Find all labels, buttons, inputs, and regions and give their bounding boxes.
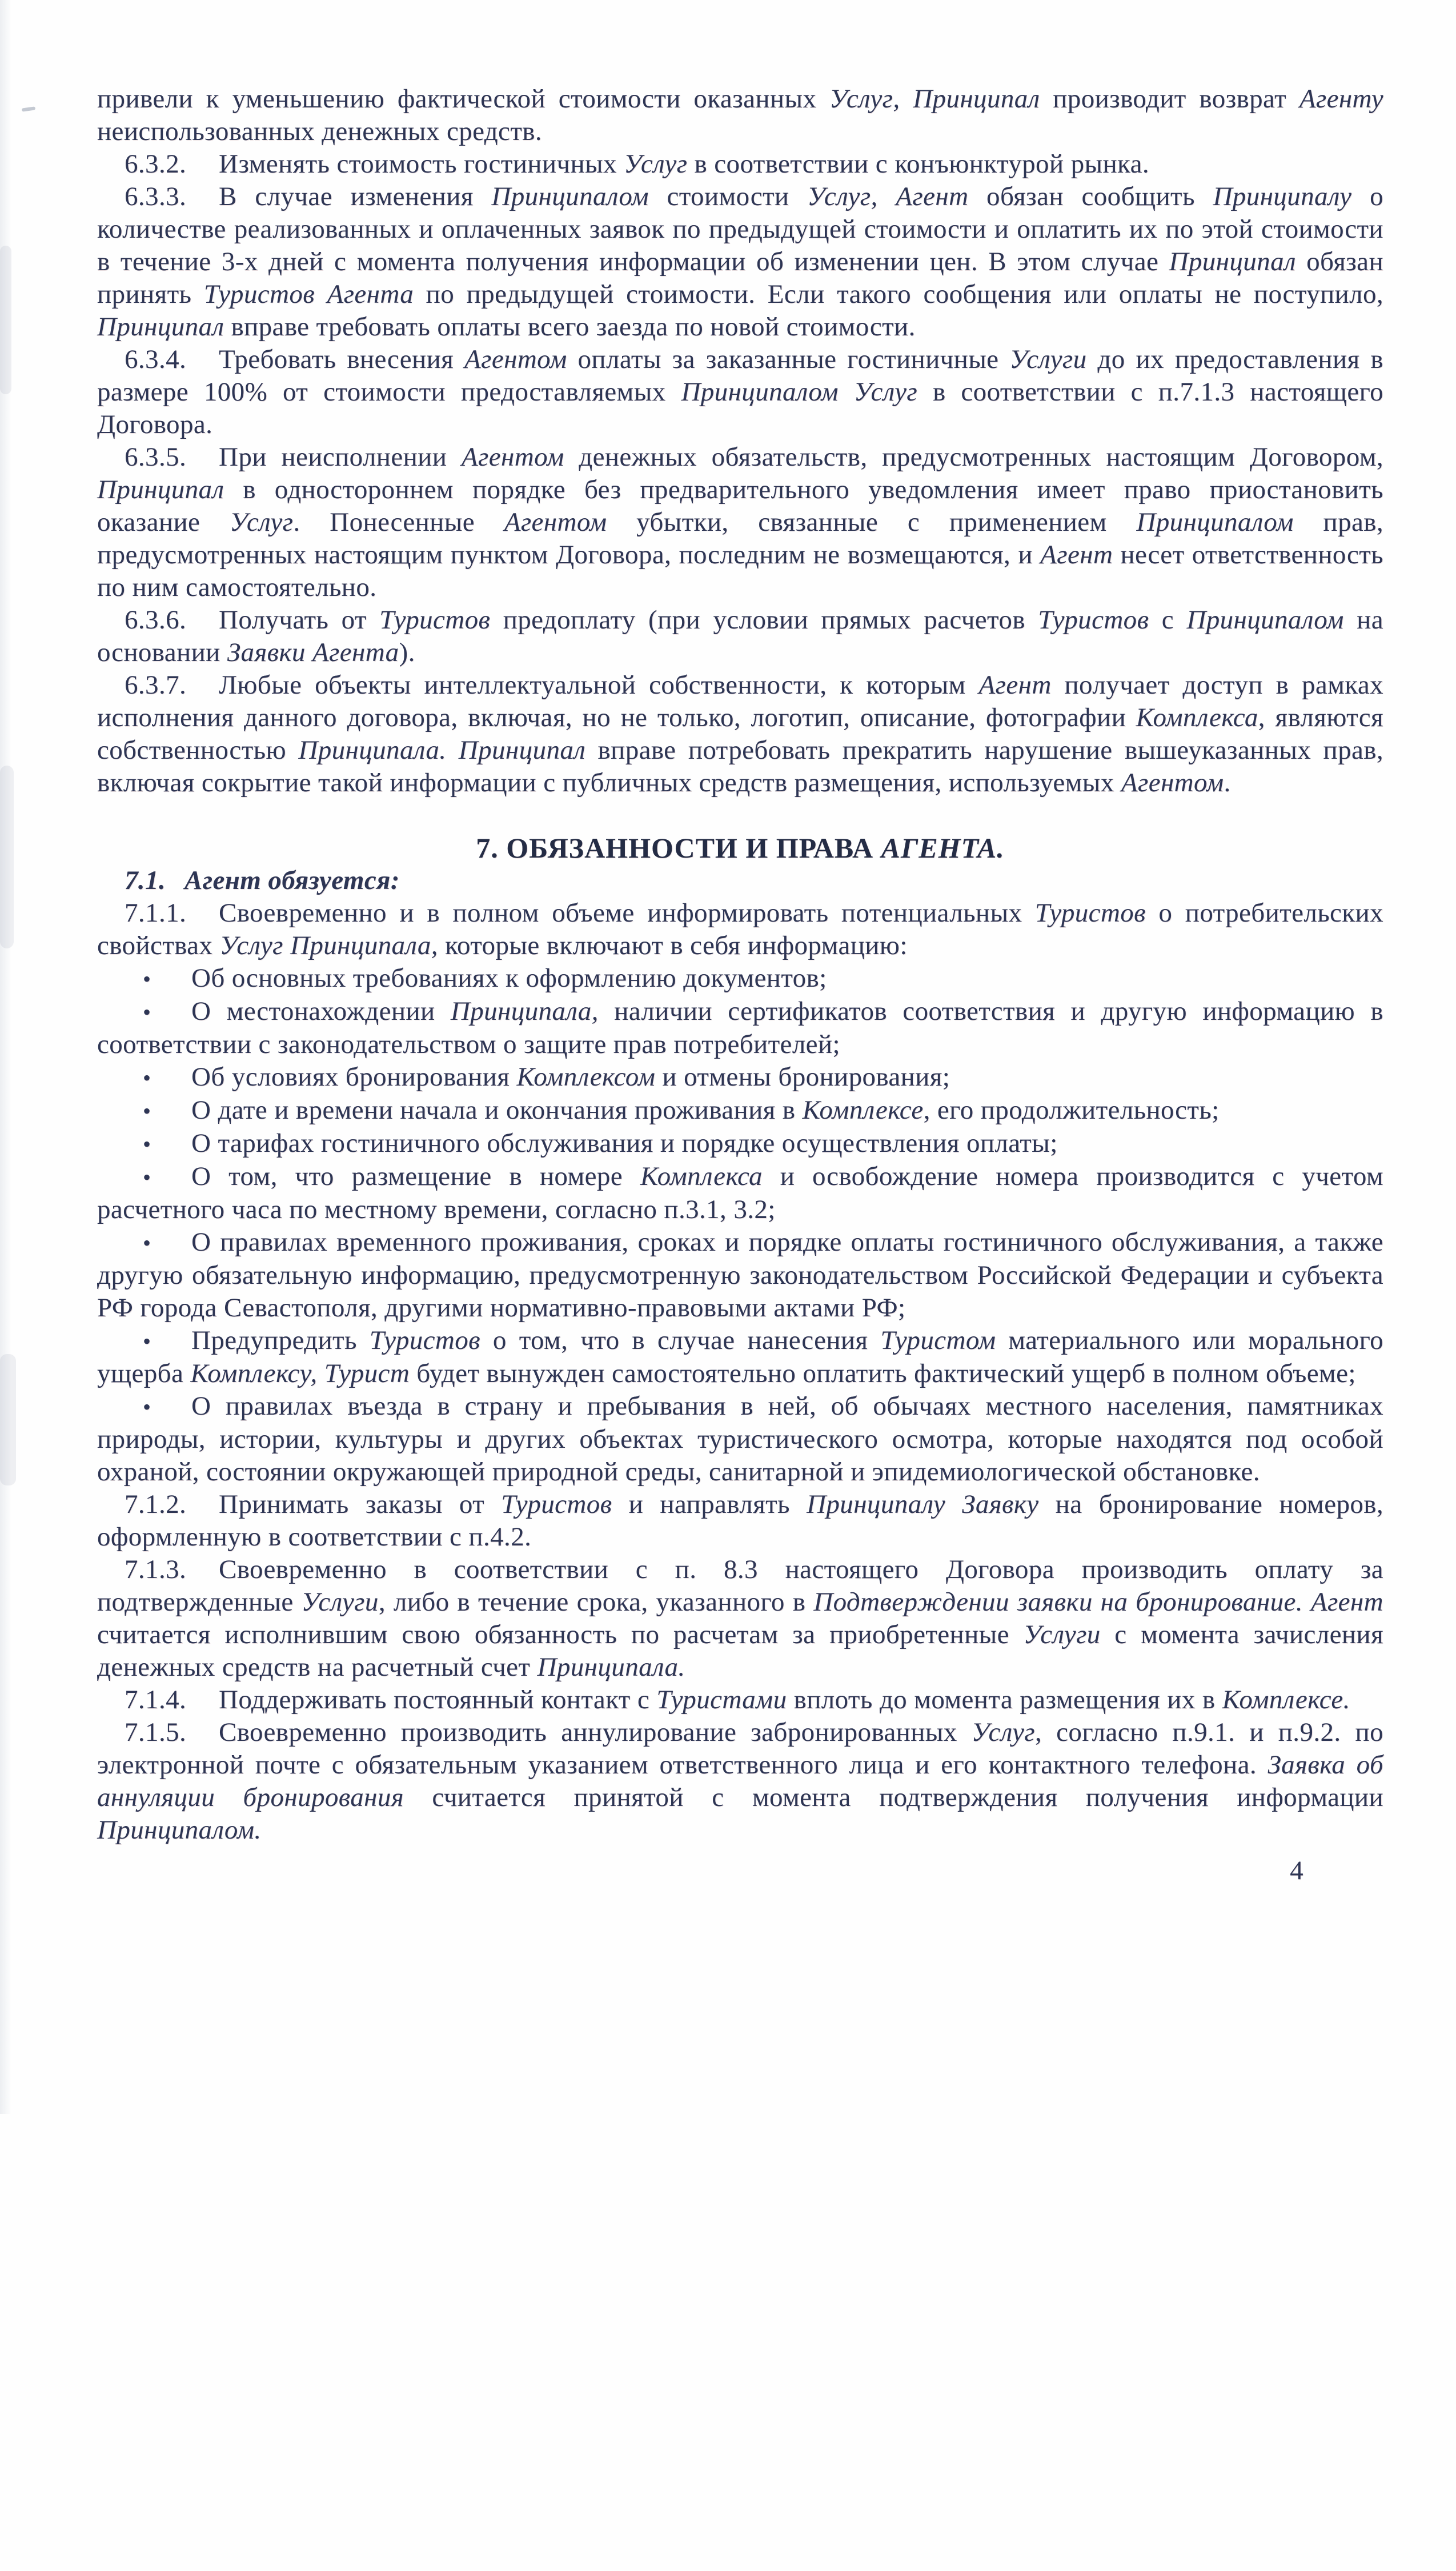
bullet-item xyxy=(97,1226,1383,1324)
clause-number: 6.3.3. xyxy=(125,182,187,211)
clause-text: При неисполнении Агентом денежных обязательств, предусмотренных настоящим Договором, Принципал в одностороннем порядке без предварительного уведомления имеет право приостановить оказание Услуг. Понесенные Агентом убытки, связанные с применением Принципалом прав, предусмотренных настоящим пунктом Договора, последним не возмещаются, и Агент несет ответственность по ним самостоятельно. xyxy=(97,442,1384,602)
bullet-item xyxy=(97,1061,1383,1094)
page-number: 4 xyxy=(1290,1856,1303,1885)
clause-text: Требовать внесения Агентом оплаты за заказанные гостиничные Услуги до их предоставления в размере 100% от стоимости предоставляемых Принципалом Услуг в соответствии с п.7.1.3 настоящего Договора. xyxy=(97,345,1383,439)
bullet-icon: • xyxy=(143,966,151,992)
clause-7-1-2 xyxy=(97,1488,1383,1553)
clause-text: Любые объекты интеллектуальной собственности, к которым Агент получает доступ в рамках исполнения данного договора, включая, но не только, логотип, описание, фотографии Комплекса, являются собственностью Принципала. Принципал вправе потребовать прекратить нарушение вышеуказанных прав, включая сокрытие такой информации с публичных средств размещения, используемых Агентом. xyxy=(97,670,1383,798)
clause-6-3-3 xyxy=(97,181,1383,343)
bullet-text: О дате и времени начала и окончания проживания в Комплексе, его продолжительность; xyxy=(191,1095,1220,1125)
bullet-item xyxy=(97,1324,1383,1390)
scan-smudge xyxy=(22,106,36,111)
clause-number: 7.1.1. xyxy=(125,898,187,928)
clause-7-1-3 xyxy=(97,1553,1383,1684)
clause-text: Поддерживать постоянный контакт с Туристами вплоть до момента размещения их в Комплексе. xyxy=(219,1685,1350,1715)
clause-7-1-5 xyxy=(97,1716,1383,1847)
bullet-text: Об условиях бронирования Комплексом и отмены бронирования; xyxy=(191,1062,950,1092)
clause-text: Принимать заказы от Туристов и направлять Принципалу Заявку на бронирование номеров, оформленную в соответствии с п.4.2. xyxy=(97,1489,1383,1552)
clause-7-1-4 xyxy=(97,1684,1383,1716)
bullet-icon: • xyxy=(143,1230,151,1256)
clause-number: 6.3.7. xyxy=(125,670,187,700)
clause-6-3-4 xyxy=(97,343,1383,441)
bullet-text: О правилах въезда в страну и пребывания в ней, об обычаях местного населения, памятниках природы, истории, культуры и других объектах туристического осмотра, которые находятся под особой охраной, состоянии окружающей природной среды, санитарной и эпидемиологической обстановке. xyxy=(97,1391,1383,1487)
clause-text: Агент обязуется: xyxy=(184,866,400,895)
paragraph-continuation: привели к уменьшению фактической стоимости оказанных Услуг, Принципал производит возврат Агенту неиспользованных денежных средств. xyxy=(97,84,1383,146)
clause-number: 7.1. xyxy=(125,866,166,895)
clause-number: 7.1.3. xyxy=(125,1555,187,1584)
clause-number: 6.3.5. xyxy=(125,442,187,472)
bullet-text: О том, что размещение в номере Комплекса и освобождение номера производится с учетом расчетного часа по местному времени, согласно п.3.1, 3.2; xyxy=(97,1162,1383,1224)
bullet-text: Предупредить Туристов о том, что в случае нанесения Туристом материального или морального ущерба Комплексу, Турист будет вынужден самостоятельно оплатить фактический ущерб в полном объеме; xyxy=(97,1325,1383,1388)
bullet-text: Об основных требованиях к оформлению документов; xyxy=(191,963,827,993)
clause-text: Получать от Туристов предоплату (при условии прямых расчетов Туристов с Принципалом на основании Заявки Агента). xyxy=(97,605,1383,667)
clause-number: 6.3.4. xyxy=(125,345,187,374)
clause-number: 7.1.4. xyxy=(125,1685,187,1715)
clause-number: 6.3.6. xyxy=(125,605,187,635)
scan-smudge xyxy=(0,1354,16,1485)
clause-text: Своевременно в соответствии с п. 8.3 настоящего Договора производить оплату за подтвержденные Услуги, либо в течение срока, указанного в Подтверждении заявки на бронирование. Агент считается исполнившим свою обязанность по расчетам за приобретенные Услуги с момента зачисления денежных средств на расчетный счет Принципала. xyxy=(97,1555,1383,1682)
clause-number: 6.3.2. xyxy=(125,149,187,179)
document-body xyxy=(97,83,1383,1887)
clause-number: 7.1.5. xyxy=(125,1717,187,1747)
bullet-text: О правилах временного проживания, сроках и порядке оплаты гостиничного обслуживания, а также другую обязательную информацию, предусмотренную законодательством Российской Федерации и субъекта РФ города Севастополя, другими нормативно-правовыми актами РФ; xyxy=(97,1227,1383,1323)
clause-7-1 xyxy=(97,864,1383,897)
clause-text: Своевременно производить аннулирование забронированных Услуг, согласно п.9.1. и п.9.2. по электронной почте с обязательным указанием ответственного лица и его контактного телефона. Заявка об аннуляции бронирования считается принятой с момента подтверждения получения информации Принципалом. xyxy=(97,1717,1384,1845)
bullet-icon: • xyxy=(143,1164,151,1190)
bullet-icon: • xyxy=(143,1065,151,1091)
clause-6-3-7 xyxy=(97,669,1383,799)
bullet-icon: • xyxy=(143,1098,151,1124)
scan-smudge xyxy=(0,766,14,948)
clause-number: 7.1.2. xyxy=(125,1489,187,1519)
bullet-icon: • xyxy=(143,999,151,1025)
bullet-icon: • xyxy=(143,1394,151,1420)
clause-6-3-5 xyxy=(97,441,1383,604)
clause-6-3-6 xyxy=(97,604,1383,669)
clause-text: Своевременно и в полном объеме информировать потенциальных Туристов о потребительских свойствах Услуг Принципала, которые включают в себя информацию: xyxy=(97,898,1383,960)
clause-6-3-2 xyxy=(97,148,1383,181)
bullet-item xyxy=(97,1390,1383,1488)
bullet-item xyxy=(97,1160,1383,1226)
bullet-icon: • xyxy=(143,1328,151,1354)
section-7-heading: 7. ОБЯЗАННОСТИ И ПРАВА АГЕНТА. xyxy=(476,832,1005,864)
bullet-icon: • xyxy=(143,1131,151,1157)
clause-text: В случае изменения Принципалом стоимости Услуг, Агент обязан сообщить Принципалу о количестве реализованных и оплаченных заявок по предыдущей стоимости и оплатить их по этой стоимости в течение 3-х дней с момента получения информации об изменении цен. В этом случае Принципал обязан принять Туристов Агента по предыдущей стоимости. Если такого сообщения или оплаты не поступило, Принципал вправе требовать оплаты всего заезда по новой стоимости. xyxy=(97,182,1384,342)
bullet-item xyxy=(97,1127,1383,1160)
bullet-item xyxy=(97,1094,1383,1127)
bullet-item xyxy=(97,995,1383,1061)
scan-smudge xyxy=(0,246,11,394)
bullet-text: О местонахождении Принципала, наличии сертификатов соответствия и другую информацию в соответствии с законодательством о защите прав потребителей; xyxy=(97,996,1384,1059)
bullet-item xyxy=(97,962,1383,995)
bullet-text: О тарифах гостиничного обслуживания и порядке осуществления оплаты; xyxy=(191,1128,1058,1158)
clause-7-1-1 xyxy=(97,897,1383,962)
clause-text: Изменять стоимость гостиничных Услуг в соответствии с конъюнктурой рынка. xyxy=(219,149,1149,179)
